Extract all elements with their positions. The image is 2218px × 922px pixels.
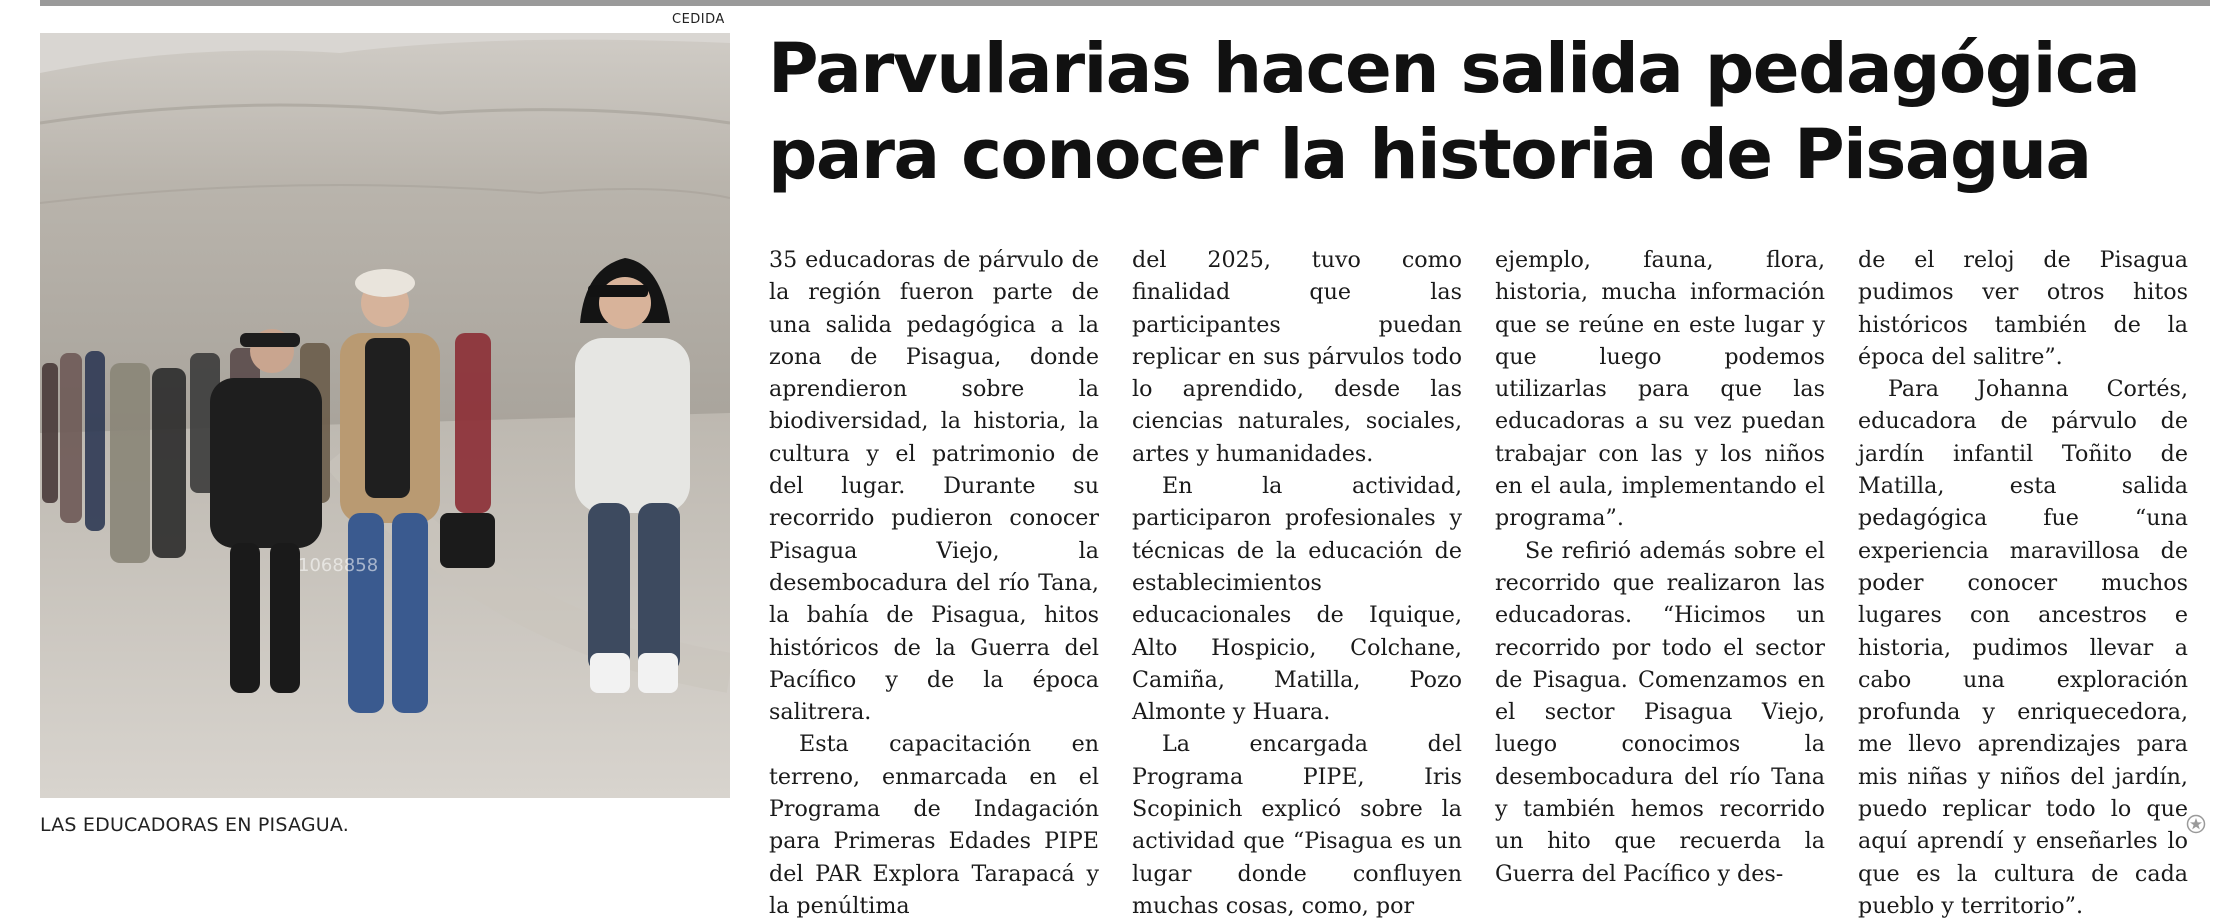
- body-column-4: [1858, 244, 2188, 922]
- body-column-3: [1495, 244, 1825, 890]
- photo-credit: CEDIDA: [672, 12, 725, 27]
- paragraph: ejemplo, fauna, flora, historia, mucha información que se reúne en este lugar y que luego podemos utilizarlas para que las educadoras a su vez puedan trabajar con las y los niños en el aula, implementando el programa”.: [1495, 247, 1825, 532]
- end-of-article-icon: [2186, 814, 2206, 834]
- paragraph: 35 educadoras de párvulo de la región fueron parte de una salida pedagógica a la zona de Pisagua, donde aprendieron sobre la biodiversidad, la historia, la cultura y el patrimonio de del lugar. Durante su recorrido pudieron conocer Pisagua Viejo, la desembocadura del río Tana, la bahía de Pisagua, hitos históricos de la Guerra del Pacífico y de la época salitrera.: [769, 247, 1099, 726]
- paragraph: En la actividad, participaron profesionales y técnicas de la educación de establecimientos educacionales de Iquique, Alto Hospicio, Colchane, Camiña, Matilla, Pozo Almonte y Huara.: [1132, 473, 1462, 726]
- paragraph: Para Johanna Cortés, educadora de párvulo de jardín infantil Toñito de Matilla, esta salida pedagógica fue “una experiencia maravillosa de poder conocer muchos lugares con ancestros e historia, pudimos llevar a cabo una exploración profunda y enriquecedora, me llevo aprendizajes para mis niñas y niños del jardín, puedo replicar todo lo que aquí aprendí y enseñarles lo que es la cultura de cada pueblo y territorio”.: [1858, 376, 2188, 919]
- photo-watermark: 1068858: [298, 555, 379, 576]
- paragraph: La encargada del Programa PIPE, Iris Scopinich explicó sobre la actividad que “Pisagua es un lugar donde confluyen muchas cosas, como, por: [1132, 731, 1462, 919]
- top-rule: [40, 0, 2210, 6]
- paragraph: Se refirió además sobre el recorrido que realizaron las educadoras. “Hicimos un recorrido por todo el sector de Pisagua. Comenzamos en el sector Pisagua Viejo, luego conocimos la desembocadura del río Tana y también hemos recorrido un hito que recuerda la Guerra del Pacífico y des-: [1495, 537, 1825, 887]
- paragraph: de el reloj de Pisagua pudimos ver otros hitos históricos también de la época del salitre”.: [1858, 247, 2188, 370]
- headline: Parvularias hacen salida pedagógica para conocer la historia de Pisagua: [768, 29, 2140, 195]
- article-photo: [40, 33, 730, 798]
- paragraph: Esta capacitación en terreno, enmarcada en el Programa de Indagación para Primeras Edades PIPE del PAR Explora Tarapacá y la penúltima: [769, 731, 1099, 919]
- photo-caption: LAS EDUCADORAS EN PISAGUA.: [40, 814, 349, 836]
- body-column-2: [1132, 244, 1462, 922]
- paragraph: del 2025, tuvo como finalidad que las participantes puedan replicar en sus párvulos todo lo aprendido, desde las ciencias naturales, sociales, artes y humanidades.: [1132, 247, 1462, 467]
- body-column-1: [769, 244, 1099, 922]
